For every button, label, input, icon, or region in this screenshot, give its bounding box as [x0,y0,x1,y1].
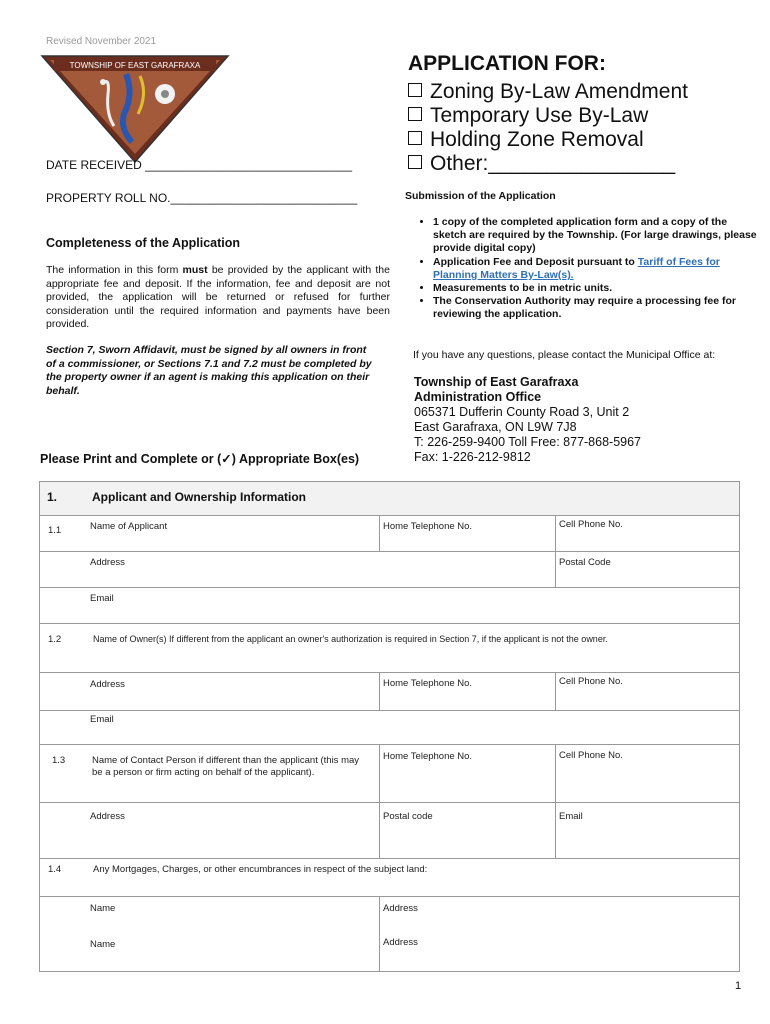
list-item: • 1 copy of the completed application form and a copy of the sketch are required by the Township. (For large drawings, please provide digital copy) [433,216,763,256]
submission-title: Submission of the Application [405,190,556,202]
list-item: • Application Fee and Deposit pursuant to Tariff of Fees for Planning Matters By-Law(s). [433,256,763,282]
option-temporary-use[interactable]: Temporary Use By-Law [408,104,648,128]
tariff-link[interactable]: Tariff of Fees for Planning Matters By-Law(s). [433,255,720,281]
list-item: • The Conservation Authority may require a processing fee for reviewing the application. [433,295,763,321]
application-title: APPLICATION FOR: [408,52,606,75]
mortgage-name-field-2[interactable]: Name [90,939,116,950]
contact-person-field[interactable]: Name of Contact Person if different than the applicant (this may be a person or firm acting on behalf of the applicant). [92,755,360,778]
cell-phone-field[interactable]: Cell Phone No. [559,519,623,530]
list-item: • Measurements to be in metric units. [433,282,763,295]
mortgage-name-field[interactable]: Name [90,903,116,914]
contact-home-telephone-field[interactable]: Home Telephone No. [383,751,473,762]
postal-code-field[interactable]: Postal Code [559,557,611,568]
office-fax: Fax: 1-226-212-9812 [414,450,531,464]
email-field[interactable]: Email [90,593,114,604]
svg-text:TOWNSHIP OF EAST GARAFRAXA: TOWNSHIP OF EAST GARAFRAXA [69,61,201,70]
office-contact [414,375,641,465]
contact-email-field[interactable]: Email [559,811,583,822]
page-number: 1 [735,980,742,992]
owner-email-field[interactable]: Email [90,714,114,725]
name-of-owner-field[interactable]: Name of Owner(s) If different from the applicant an owner's authorization is required in Section 7, if the applicant is not the owner. [93,634,608,644]
print-instruction: Please Print and Complete or (✓) Appropriate Box(es) [40,452,360,466]
owner-home-telephone-field[interactable]: Home Telephone No. [383,678,473,689]
office-dept: Administration Office [414,390,542,404]
option-zoning-amendment[interactable]: Zoning By-Law Amendment [408,80,688,104]
address-field[interactable]: Address [90,557,125,568]
property-roll-field[interactable]: PROPERTY ROLL NO.____________________________ [46,191,358,205]
section-header: 1. Applicant and Ownership Information [40,482,739,516]
date-received-field[interactable]: DATE RECEIVED _______________________________ [46,158,353,172]
completeness-title: Completeness of the Application [46,236,241,250]
checkbox[interactable] [408,155,422,169]
checkbox[interactable] [408,131,422,145]
affidavit-note: Section 7, Sworn Affidavit, must be signed by all owners in front of a commissioner, or Sections 7.1 and 7.2 must be completed by the property owner if an agent is making this application on their behalf. [46,344,372,397]
home-telephone-field[interactable]: Home Telephone No. [383,521,473,532]
questions-text: If you have any questions, please contact the Municipal Office at: [413,349,716,361]
office-phone: T: 226-259-9400 Toll Free: 877-868-5967 [414,435,642,449]
contact-postal-code-field[interactable]: Postal code [383,811,433,822]
office-name: Township of East Garafraxa [414,375,579,389]
option-other[interactable]: Other:________________ [408,152,675,176]
checkbox[interactable] [408,83,422,97]
mortgages-label: Any Mortgages, Charges, or other encumbrances in respect of the subject land: [93,864,428,875]
office-address-1: 065371 Dufferin County Road 3, Unit 2 [414,405,630,419]
checkbox[interactable] [408,107,422,121]
owner-address-field[interactable]: Address [90,679,125,690]
revised-date: Revised November 2021 [46,36,157,47]
mortgage-address-field-2[interactable]: Address [383,937,418,948]
township-logo [40,54,230,166]
contact-address-field[interactable]: Address [90,811,125,822]
contact-cell-phone-field[interactable]: Cell Phone No. [559,750,623,761]
owner-cell-phone-field[interactable]: Cell Phone No. [559,676,623,687]
completeness-paragraph: The information in this form must be provided by the applicant with the appropriate fee and deposit. If the information, fee and deposit are not provided, the application will be returned or refused for further consideration until the required information and payments have been provided. [46,264,390,330]
office-address-2: East Garafraxa, ON L9W 7J8 [414,420,577,434]
applicant-form: 1. Applicant and Ownership Information 1.1 Name of Applicant Home Telephone No. Cell Phone No. Address Postal Code Email 1.2 Name of Owner(s) If different from the applicant an owner's authorization is required in Section 7, if the applicant is not the owner. Address Home Telephone No. Cell Phone No. Email 1.3 Name of Contact Person if different than the applicant (this may be a person or firm acting on behalf of the applicant). Home Telephone No. Cell Phone No. Address Postal code Email 1.4 Any Mortgages, Charges, or other encumbrances in respect of the subject land: Name Address Name Address [39,481,740,972]
option-holding-zone[interactable]: Holding Zone Removal [408,128,644,152]
mortgage-address-field[interactable]: Address [383,903,418,914]
name-of-applicant-field[interactable]: Name of Applicant [90,521,168,532]
submission-list [415,216,763,322]
